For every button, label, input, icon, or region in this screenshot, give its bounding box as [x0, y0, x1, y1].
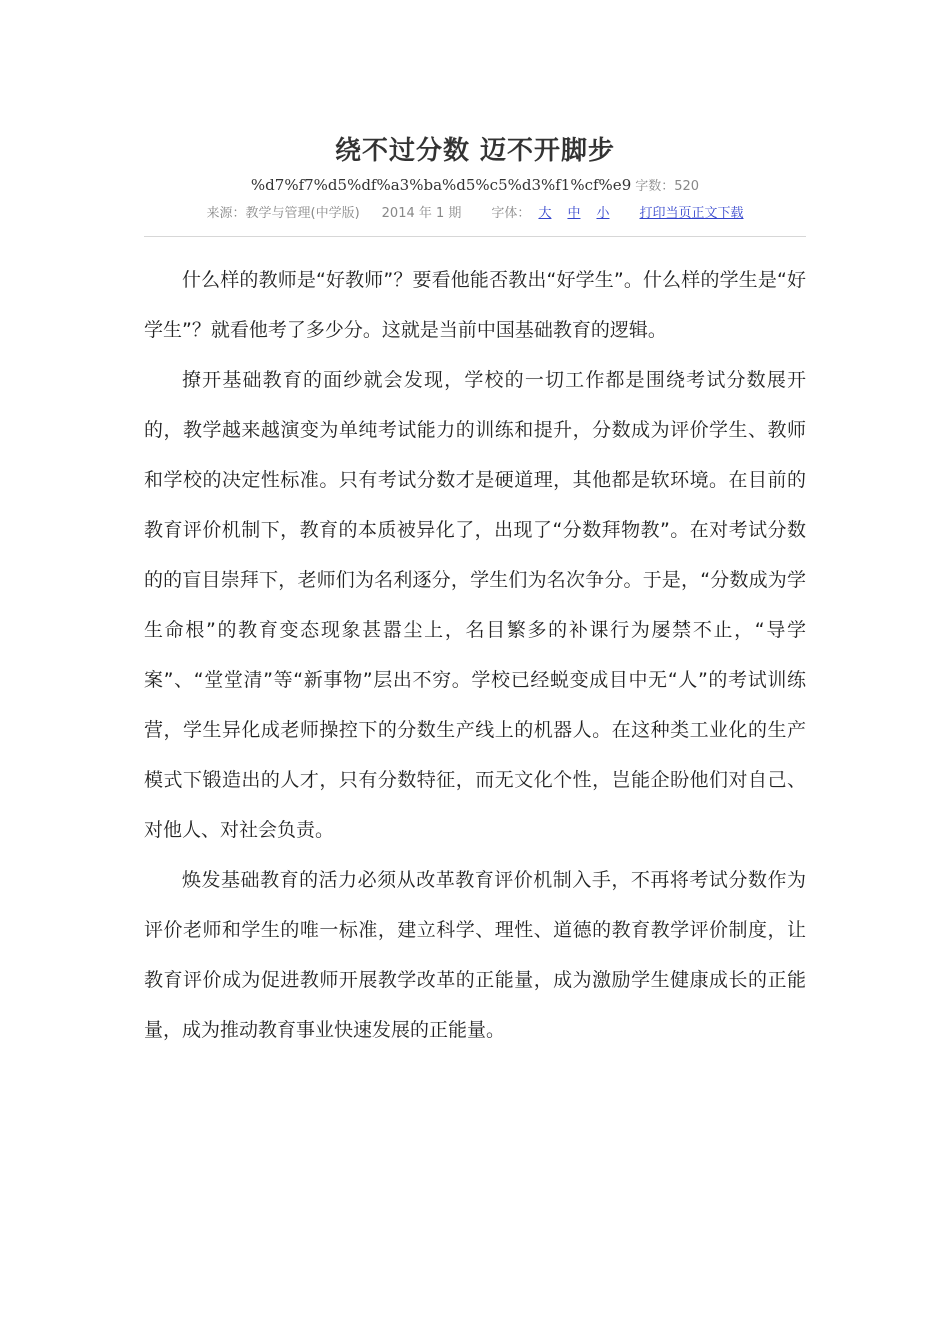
article-body — [144, 255, 806, 1055]
issue-label: 2014 年 1 期 — [381, 206, 462, 221]
article-paragraph: 撩开基础教育的面纱就会发现，学校的一切工作都是围绕考试分数展开的，教学越来越演变为单纯考试能力的训练和提升，分数成为评价学生、教师和学校的决定性标准。只有考试分数才是硬道理，其他都是软环境。在目前的教育评价机制下，教育的本质被异化了，出现了“分数拜物教”。在对考试分数的的盲目崇拜下，老师们为名利逐分，学生们为名次争分。于是，“分数成为学生命根”的教育变态现象甚嚣尘上，名目繁多的补课行为屡禁不止，“导学案”、“堂堂清”等“新事物”层出不穷。学校已经蜕变成目中无“人”的考试训练营，学生异化成老师操控下的分数生产线上的机器人。在这种类工业化的生产模式下锻造出的人才，只有分数特征，而无文化个性，岂能企盼他们对自己、对他人、对社会负责。 — [144, 369, 806, 841]
source-label: 来源：教学与管理(中学版) — [206, 206, 360, 221]
subtitle-line — [0, 175, 950, 194]
font-size-small-link[interactable]: 小 — [596, 206, 610, 221]
font-size-medium-link[interactable]: 中 — [567, 206, 581, 221]
font-size-label: 字体： — [491, 206, 531, 221]
article-title: 绕不过分数 迈不开脚步 — [334, 136, 616, 166]
encoded-author-text: %d7%f7%d5%df%a3%ba%d5%c5%d3%f1%cf%e9 — [250, 176, 632, 194]
article-paragraph: 焕发基础教育的活力必须从改革教育评价机制入手，不再将考试分数作为评价老师和学生的唯一标准，建立科学、理性、道德的教育教学评价制度，让教育评价成为促进教师开展教学改革的正能量，成为激励学生健康成长的正能量，成为推动教育事业快速发展的正能量。 — [144, 869, 806, 1041]
print-download-link[interactable]: 打印当页正文下载 — [639, 206, 744, 221]
article-meta — [0, 202, 950, 221]
font-size-large-link[interactable]: 大 — [538, 206, 552, 221]
header-divider — [144, 236, 806, 237]
article-paragraph: 什么样的教师是“好教师”？要看他能否教出“好学生”。什么样的学生是“好学生”？就看他考了多少分。这就是当前中国基础教育的逻辑。 — [144, 269, 806, 341]
word-count: 字数：520 — [635, 179, 700, 194]
